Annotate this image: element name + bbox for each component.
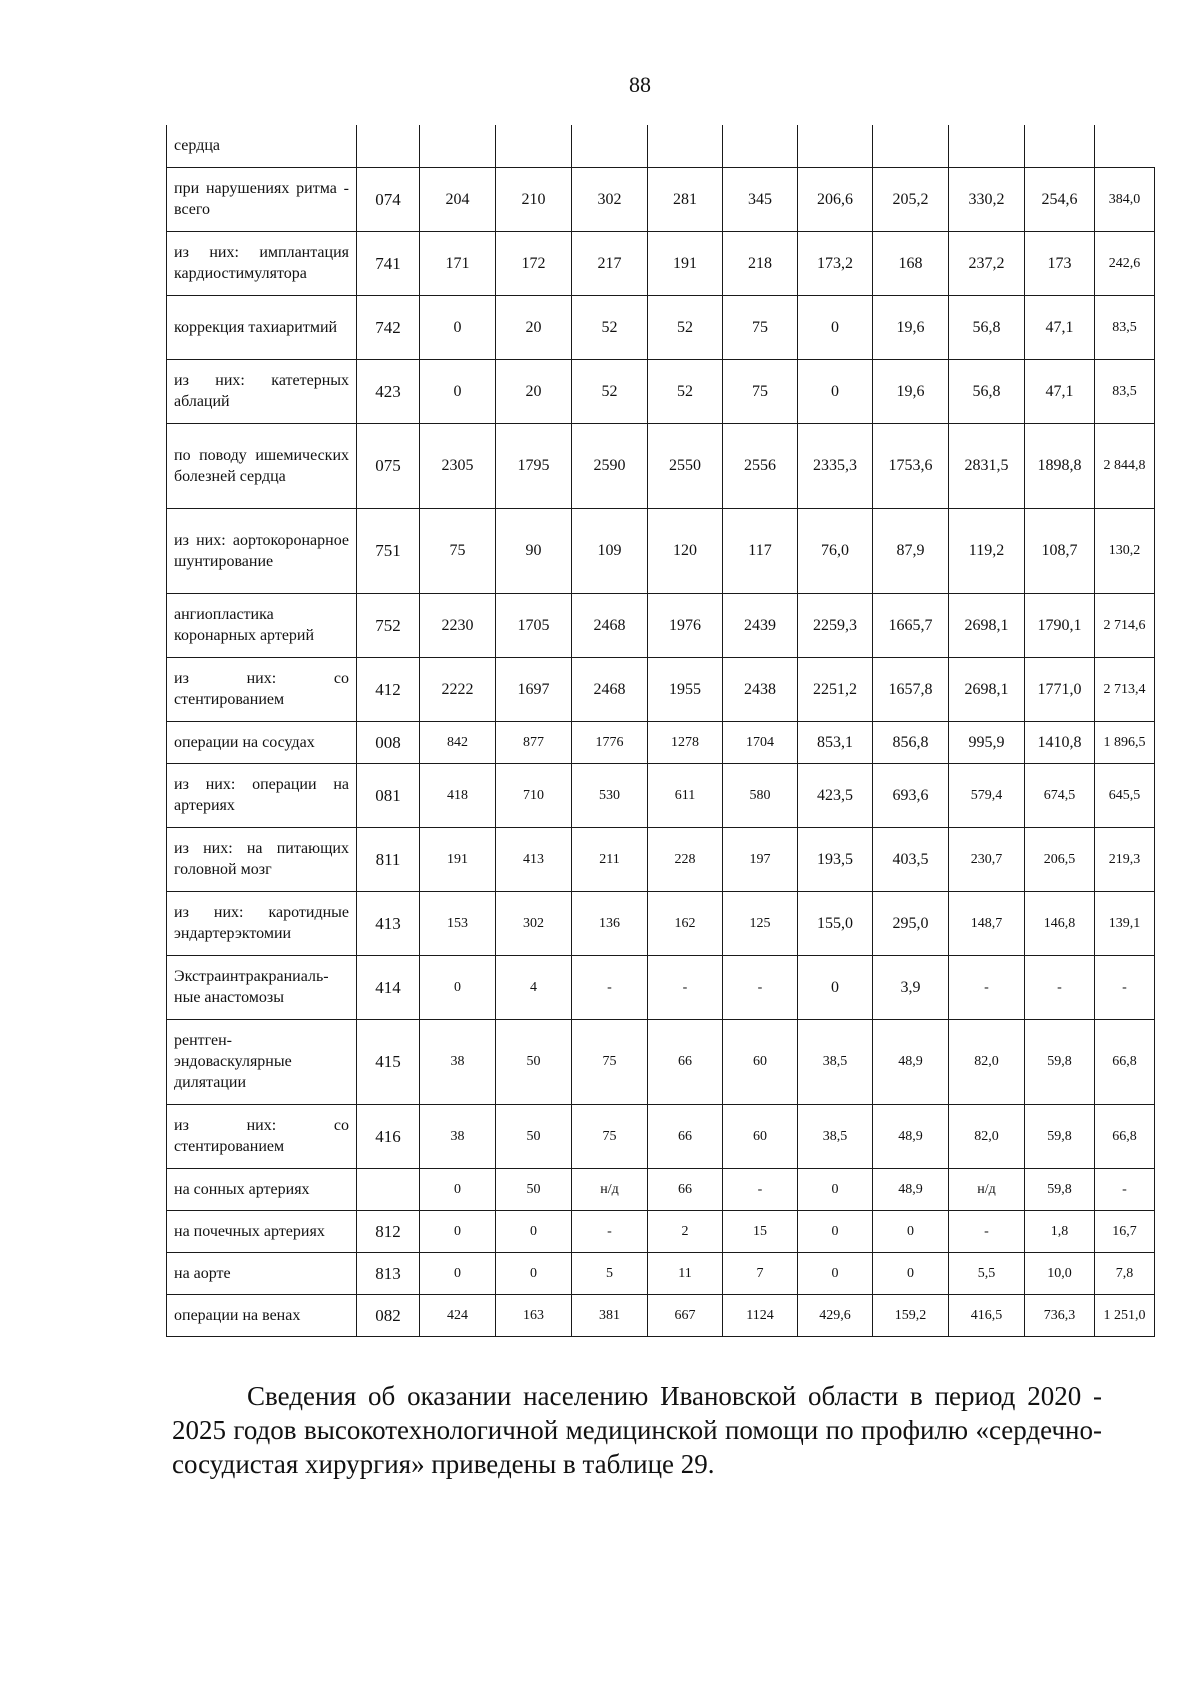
row-code: 416	[357, 1104, 420, 1168]
value-cell: 580	[723, 763, 798, 827]
value-cell: 1704	[723, 721, 798, 763]
value-cell: 10,0	[1025, 1252, 1095, 1294]
row-label: операции на венах	[167, 1294, 357, 1336]
value-cell: 159,2	[873, 1294, 949, 1336]
value-cell: -	[1095, 1168, 1155, 1210]
value-cell: 429,6	[798, 1294, 873, 1336]
value-cell: 125	[723, 891, 798, 955]
value-cell: 2698,1	[949, 593, 1025, 657]
value-cell: 0	[420, 955, 496, 1019]
row-code	[357, 1168, 420, 1210]
value-cell: 56,8	[949, 295, 1025, 359]
value-cell: 667	[648, 1294, 723, 1336]
value-cell: 1795	[496, 423, 572, 508]
value-cell: 60	[723, 1019, 798, 1104]
value-cell	[1095, 125, 1155, 167]
value-cell: 4	[496, 955, 572, 1019]
value-cell: 66	[648, 1168, 723, 1210]
row-code: 811	[357, 827, 420, 891]
value-cell: -	[1095, 955, 1155, 1019]
value-cell: 191	[420, 827, 496, 891]
value-cell: 206,6	[798, 167, 873, 231]
table-row	[167, 657, 1155, 721]
row-code: 412	[357, 657, 420, 721]
value-cell: 530	[572, 763, 648, 827]
value-cell: 1278	[648, 721, 723, 763]
table-row	[167, 359, 1155, 423]
value-cell: 75	[420, 508, 496, 593]
row-label: на сонных артериях	[167, 1168, 357, 1210]
value-cell: 163	[496, 1294, 572, 1336]
row-code: 752	[357, 593, 420, 657]
value-cell: 413	[496, 827, 572, 891]
value-cell	[723, 125, 798, 167]
row-code: 081	[357, 763, 420, 827]
row-code: 751	[357, 508, 420, 593]
value-cell: 281	[648, 167, 723, 231]
value-cell: 52	[648, 359, 723, 423]
row-code: 813	[357, 1252, 420, 1294]
value-cell: 171	[420, 231, 496, 295]
value-cell: 693,6	[873, 763, 949, 827]
value-cell: 2438	[723, 657, 798, 721]
value-cell: 0	[420, 1252, 496, 1294]
table-row	[167, 1294, 1155, 1336]
value-cell: 302	[496, 891, 572, 955]
row-label: по поводу ишемических болезней сердца	[167, 423, 357, 508]
value-cell: 117	[723, 508, 798, 593]
value-cell: 0	[420, 295, 496, 359]
value-cell: 403,5	[873, 827, 949, 891]
value-cell: 66,8	[1095, 1019, 1155, 1104]
value-cell: н/д	[572, 1168, 648, 1210]
value-cell: 330,2	[949, 167, 1025, 231]
value-cell: 75	[723, 359, 798, 423]
value-cell: 38,5	[798, 1104, 873, 1168]
table-row	[167, 423, 1155, 508]
value-cell: 75	[572, 1104, 648, 1168]
value-cell: 52	[648, 295, 723, 359]
value-cell: 1410,8	[1025, 721, 1095, 763]
value-cell: 47,1	[1025, 359, 1095, 423]
value-cell: 130,2	[1095, 508, 1155, 593]
value-cell: 52	[572, 295, 648, 359]
value-cell: 109	[572, 508, 648, 593]
value-cell: 87,9	[873, 508, 949, 593]
value-cell: 59,8	[1025, 1019, 1095, 1104]
value-cell: 20	[496, 359, 572, 423]
table-row	[167, 167, 1155, 231]
value-cell: 38	[420, 1104, 496, 1168]
value-cell: 674,5	[1025, 763, 1095, 827]
value-cell: 1697	[496, 657, 572, 721]
row-label: из них: операции на артериях	[167, 763, 357, 827]
value-cell: 19,6	[873, 359, 949, 423]
value-cell	[798, 125, 873, 167]
value-cell: 2251,2	[798, 657, 873, 721]
value-cell: 50	[496, 1104, 572, 1168]
value-cell: 153	[420, 891, 496, 955]
table-row	[167, 508, 1155, 593]
value-cell: 139,1	[1095, 891, 1155, 955]
value-cell: 0	[873, 1210, 949, 1252]
value-cell: 2	[648, 1210, 723, 1252]
value-cell: 2698,1	[949, 657, 1025, 721]
value-cell: 82,0	[949, 1019, 1025, 1104]
value-cell: -	[949, 1210, 1025, 1252]
row-label: на аорте	[167, 1252, 357, 1294]
value-cell	[648, 125, 723, 167]
table-row	[167, 125, 1155, 167]
value-cell: 173,2	[798, 231, 873, 295]
value-cell: 2230	[420, 593, 496, 657]
value-cell: 83,5	[1095, 295, 1155, 359]
value-cell: 48,9	[873, 1104, 949, 1168]
value-cell: 1790,1	[1025, 593, 1095, 657]
value-cell: 995,9	[949, 721, 1025, 763]
value-cell: 853,1	[798, 721, 873, 763]
table-row	[167, 231, 1155, 295]
value-cell: 611	[648, 763, 723, 827]
row-code: 415	[357, 1019, 420, 1104]
row-label: рентген-эндоваскулярные дилятации	[167, 1019, 357, 1104]
value-cell: -	[949, 955, 1025, 1019]
value-cell: 0	[798, 295, 873, 359]
value-cell	[496, 125, 572, 167]
value-cell: 254,6	[1025, 167, 1095, 231]
value-cell: 193,5	[798, 827, 873, 891]
value-cell: 2468	[572, 657, 648, 721]
row-code: 074	[357, 167, 420, 231]
value-cell: 7	[723, 1252, 798, 1294]
row-label: ангиопластика коронарных артерий	[167, 593, 357, 657]
value-cell: 162	[648, 891, 723, 955]
value-cell: 119,2	[949, 508, 1025, 593]
value-cell: н/д	[949, 1168, 1025, 1210]
value-cell: 0	[798, 1168, 873, 1210]
value-cell: 168	[873, 231, 949, 295]
table-row	[167, 763, 1155, 827]
value-cell: 295,0	[873, 891, 949, 955]
value-cell: 11	[648, 1252, 723, 1294]
value-cell: 1771,0	[1025, 657, 1095, 721]
value-cell: 242,6	[1095, 231, 1155, 295]
value-cell: 0	[420, 1210, 496, 1252]
value-cell: -	[723, 955, 798, 1019]
value-cell: 418	[420, 763, 496, 827]
value-cell: 16,7	[1095, 1210, 1155, 1252]
value-cell: 1665,7	[873, 593, 949, 657]
row-label: сердца	[167, 125, 357, 167]
row-code	[357, 125, 420, 167]
value-cell: 211	[572, 827, 648, 891]
value-cell: 1705	[496, 593, 572, 657]
value-cell: 66	[648, 1104, 723, 1168]
value-cell: 173	[1025, 231, 1095, 295]
row-code: 413	[357, 891, 420, 955]
value-cell: 108,7	[1025, 508, 1095, 593]
value-cell: 56,8	[949, 359, 1025, 423]
value-cell: 0	[496, 1252, 572, 1294]
value-cell: 0	[420, 1168, 496, 1210]
value-cell: 1 896,5	[1095, 721, 1155, 763]
value-cell: 148,7	[949, 891, 1025, 955]
value-cell: 2550	[648, 423, 723, 508]
value-cell: 1898,8	[1025, 423, 1095, 508]
page-number: 88	[629, 72, 651, 97]
value-cell: 219,3	[1095, 827, 1155, 891]
table-row	[167, 1168, 1155, 1210]
value-cell: 2590	[572, 423, 648, 508]
value-cell: -	[572, 955, 648, 1019]
value-cell: 217	[572, 231, 648, 295]
value-cell: 2556	[723, 423, 798, 508]
value-cell: 0	[798, 359, 873, 423]
value-cell: -	[1025, 955, 1095, 1019]
value-cell: 7,8	[1095, 1252, 1155, 1294]
value-cell: 2222	[420, 657, 496, 721]
value-cell: 82,0	[949, 1104, 1025, 1168]
row-label: при нарушениях ритма - всего	[167, 167, 357, 231]
value-cell: 2335,3	[798, 423, 873, 508]
value-cell: 204	[420, 167, 496, 231]
value-cell: 38	[420, 1019, 496, 1104]
value-cell: 197	[723, 827, 798, 891]
value-cell: 60	[723, 1104, 798, 1168]
value-cell: 2468	[572, 593, 648, 657]
value-cell: 424	[420, 1294, 496, 1336]
value-cell: 345	[723, 167, 798, 231]
value-cell: 48,9	[873, 1168, 949, 1210]
value-cell: 302	[572, 167, 648, 231]
value-cell: 1753,6	[873, 423, 949, 508]
value-cell: 15	[723, 1210, 798, 1252]
closing-paragraph: Сведения об оказании населению Ивановской области в период 2020 - 2025 годов высокотехнологичной медицинской помощи по профилю «сердечно-сосудистая хирургия» приведены в таблице 29.	[172, 1381, 1102, 1479]
value-cell: 20	[496, 295, 572, 359]
value-cell: 2 713,4	[1095, 657, 1155, 721]
value-cell: 237,2	[949, 231, 1025, 295]
value-cell	[949, 125, 1025, 167]
value-cell: 1976	[648, 593, 723, 657]
value-cell: 645,5	[1095, 763, 1155, 827]
row-label: Экстраинтракраниаль-ные анастомозы	[167, 955, 357, 1019]
value-cell: 0	[496, 1210, 572, 1252]
row-label: из них: катетерных аблаций	[167, 359, 357, 423]
value-cell	[1025, 125, 1095, 167]
value-cell: 0	[798, 1210, 873, 1252]
value-cell: -	[572, 1210, 648, 1252]
table-row	[167, 891, 1155, 955]
value-cell	[873, 125, 949, 167]
row-label: из них: на питающих головной мозг	[167, 827, 357, 891]
value-cell: 172	[496, 231, 572, 295]
value-cell: 579,4	[949, 763, 1025, 827]
value-cell: 38,5	[798, 1019, 873, 1104]
value-cell: 47,1	[1025, 295, 1095, 359]
value-cell: 210	[496, 167, 572, 231]
value-cell: 155,0	[798, 891, 873, 955]
value-cell: 50	[496, 1168, 572, 1210]
table-row	[167, 827, 1155, 891]
value-cell: 66	[648, 1019, 723, 1104]
table-row	[167, 721, 1155, 763]
value-cell: 90	[496, 508, 572, 593]
value-cell	[572, 125, 648, 167]
value-cell: 59,8	[1025, 1168, 1095, 1210]
value-cell: 0	[798, 955, 873, 1019]
value-cell: 384,0	[1095, 167, 1155, 231]
value-cell: 416,5	[949, 1294, 1025, 1336]
value-cell: 50	[496, 1019, 572, 1104]
value-cell: 2 844,8	[1095, 423, 1155, 508]
value-cell: 206,5	[1025, 827, 1095, 891]
row-code: 742	[357, 295, 420, 359]
row-code: 423	[357, 359, 420, 423]
table-row	[167, 1104, 1155, 1168]
surgery-statistics-table	[166, 125, 1155, 1337]
value-cell: 75	[572, 1019, 648, 1104]
value-cell: 1124	[723, 1294, 798, 1336]
row-code: 741	[357, 231, 420, 295]
value-cell: 0	[420, 359, 496, 423]
value-cell: 2831,5	[949, 423, 1025, 508]
value-cell: 1776	[572, 721, 648, 763]
table-row	[167, 1210, 1155, 1252]
row-label: из них: со стентированием	[167, 1104, 357, 1168]
value-cell: 1955	[648, 657, 723, 721]
value-cell: 48,9	[873, 1019, 949, 1104]
row-code: 812	[357, 1210, 420, 1252]
value-cell: 423,5	[798, 763, 873, 827]
value-cell: 76,0	[798, 508, 873, 593]
value-cell: 3,9	[873, 955, 949, 1019]
value-cell: 120	[648, 508, 723, 593]
value-cell: 2305	[420, 423, 496, 508]
table-row	[167, 955, 1155, 1019]
value-cell: 230,7	[949, 827, 1025, 891]
row-code: 075	[357, 423, 420, 508]
value-cell: 381	[572, 1294, 648, 1336]
value-cell: 877	[496, 721, 572, 763]
table-row	[167, 1019, 1155, 1104]
value-cell: 1,8	[1025, 1210, 1095, 1252]
row-label: из них: со стентированием	[167, 657, 357, 721]
value-cell: 842	[420, 721, 496, 763]
value-cell: 0	[873, 1252, 949, 1294]
value-cell: 59,8	[1025, 1104, 1095, 1168]
value-cell: 83,5	[1095, 359, 1155, 423]
row-code: 008	[357, 721, 420, 763]
value-cell: 0	[798, 1252, 873, 1294]
value-cell: -	[648, 955, 723, 1019]
value-cell: 710	[496, 763, 572, 827]
value-cell: 19,6	[873, 295, 949, 359]
row-label: операции на сосудах	[167, 721, 357, 763]
value-cell	[420, 125, 496, 167]
table-row	[167, 295, 1155, 359]
row-code: 414	[357, 955, 420, 1019]
value-cell: 1 251,0	[1095, 1294, 1155, 1336]
value-cell: -	[723, 1168, 798, 1210]
value-cell: 228	[648, 827, 723, 891]
value-cell: 191	[648, 231, 723, 295]
value-cell: 5,5	[949, 1252, 1025, 1294]
value-cell: 1657,8	[873, 657, 949, 721]
value-cell: 52	[572, 359, 648, 423]
row-label: коррекция тахиаритмий	[167, 295, 357, 359]
row-label: из них: имплантация кардиостимулятора	[167, 231, 357, 295]
value-cell: 2259,3	[798, 593, 873, 657]
value-cell: 736,3	[1025, 1294, 1095, 1336]
value-cell: 2439	[723, 593, 798, 657]
value-cell: 146,8	[1025, 891, 1095, 955]
row-label: из них: аортокоронарное шунтирование	[167, 508, 357, 593]
row-label: из них: каротидные эндартерэктомии	[167, 891, 357, 955]
value-cell: 66,8	[1095, 1104, 1155, 1168]
row-code: 082	[357, 1294, 420, 1336]
row-label: на почечных артериях	[167, 1210, 357, 1252]
value-cell: 75	[723, 295, 798, 359]
table-body	[167, 125, 1155, 1336]
value-cell: 218	[723, 231, 798, 295]
value-cell: 2 714,6	[1095, 593, 1155, 657]
value-cell: 856,8	[873, 721, 949, 763]
value-cell: 5	[572, 1252, 648, 1294]
value-cell: 205,2	[873, 167, 949, 231]
table-row	[167, 1252, 1155, 1294]
value-cell: 136	[572, 891, 648, 955]
table-row	[167, 593, 1155, 657]
